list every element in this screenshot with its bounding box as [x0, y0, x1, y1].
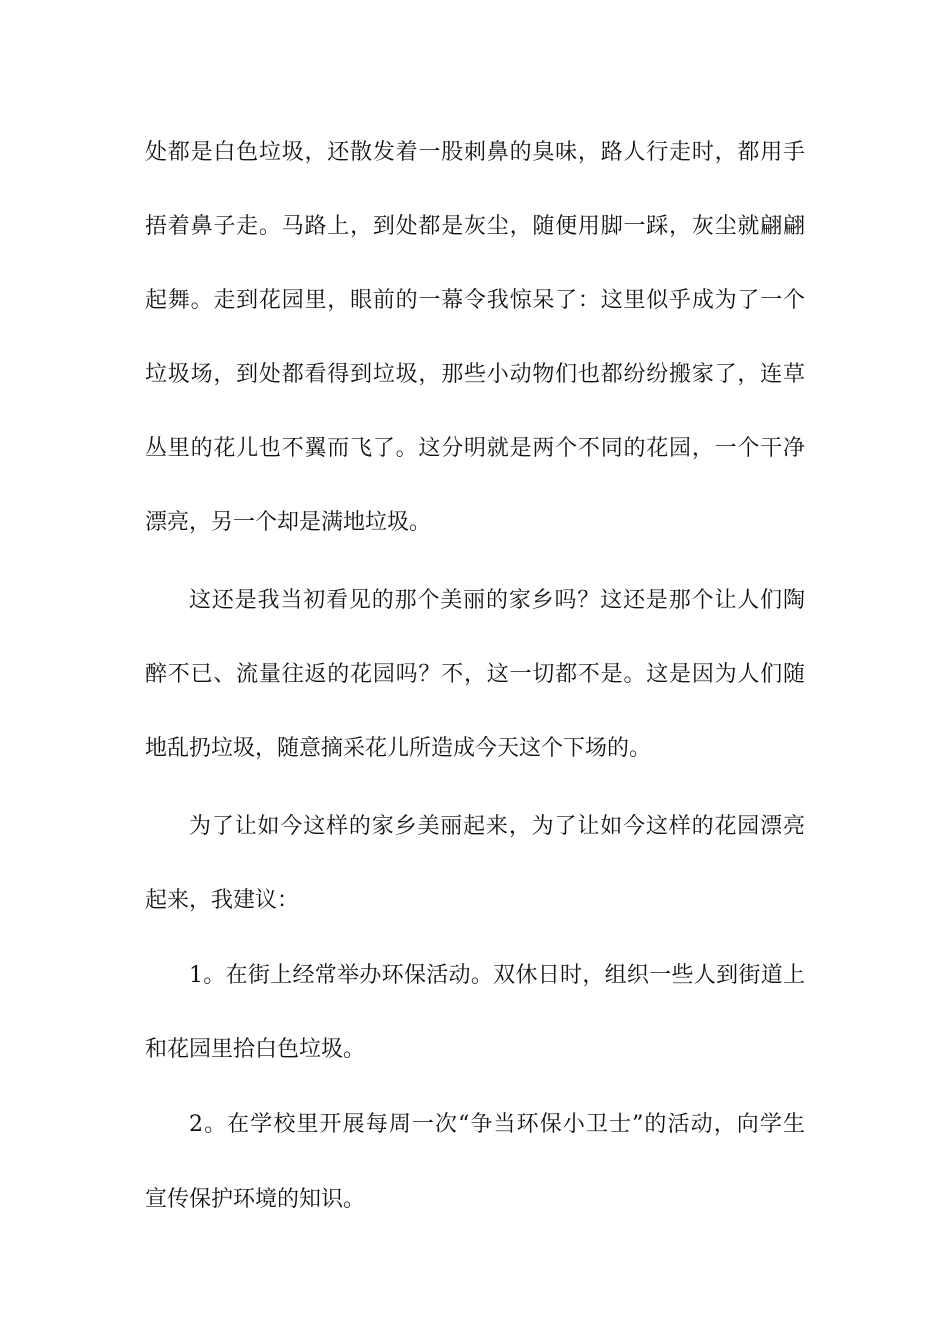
text-line: 漂亮，另一个却是满地垃圾。: [145, 510, 432, 535]
text-line: 垃圾场，到处都看得到垃圾，那些小动物们也都纷纷搬家了，连草: [145, 362, 805, 387]
text-line: 醉不已、流量往返的花园吗？不，这一切都不是。这是因为人们随: [145, 662, 805, 687]
paragraph-first-line: 这还是我当初看见的那个美丽的家乡吗？这还是那个让人们陶: [189, 588, 805, 613]
text-line: 处都是白色垃圾，还散发着一股刺鼻的臭味，路人行走时，都用手: [145, 140, 805, 165]
list-item-first-line: 1。在街上经常举办环保活动。双休日时，组织一些人到街道上: [189, 963, 805, 988]
text-line: 捂着鼻子走。马路上，到处都是灰尘，随便用脚一踩，灰尘就翩翩: [145, 214, 805, 239]
text-line: 起来，我建议：: [145, 888, 300, 913]
list-item-first-line: 2。在学校里开展每周一次“争当环保小卫士”的活动，向学生: [189, 1112, 805, 1137]
text-line: 丛里的花儿也不翼而飞了。这分明就是两个不同的花园，一个干净: [145, 436, 805, 461]
text-line: 宣传保护环境的知识。: [145, 1187, 366, 1212]
text-line: 地乱扔垃圾，随意摘采花儿所造成今天这个下场的。: [145, 736, 652, 761]
text-line: 和花园里拾白色垃圾。: [145, 1037, 366, 1062]
text-line: 起舞。走到花园里，眼前的一幕令我惊呆了：这里似乎成为了一个: [145, 288, 805, 313]
paragraph-first-line: 为了让如今这样的家乡美丽起来，为了让如今这样的花园漂亮: [189, 814, 805, 839]
